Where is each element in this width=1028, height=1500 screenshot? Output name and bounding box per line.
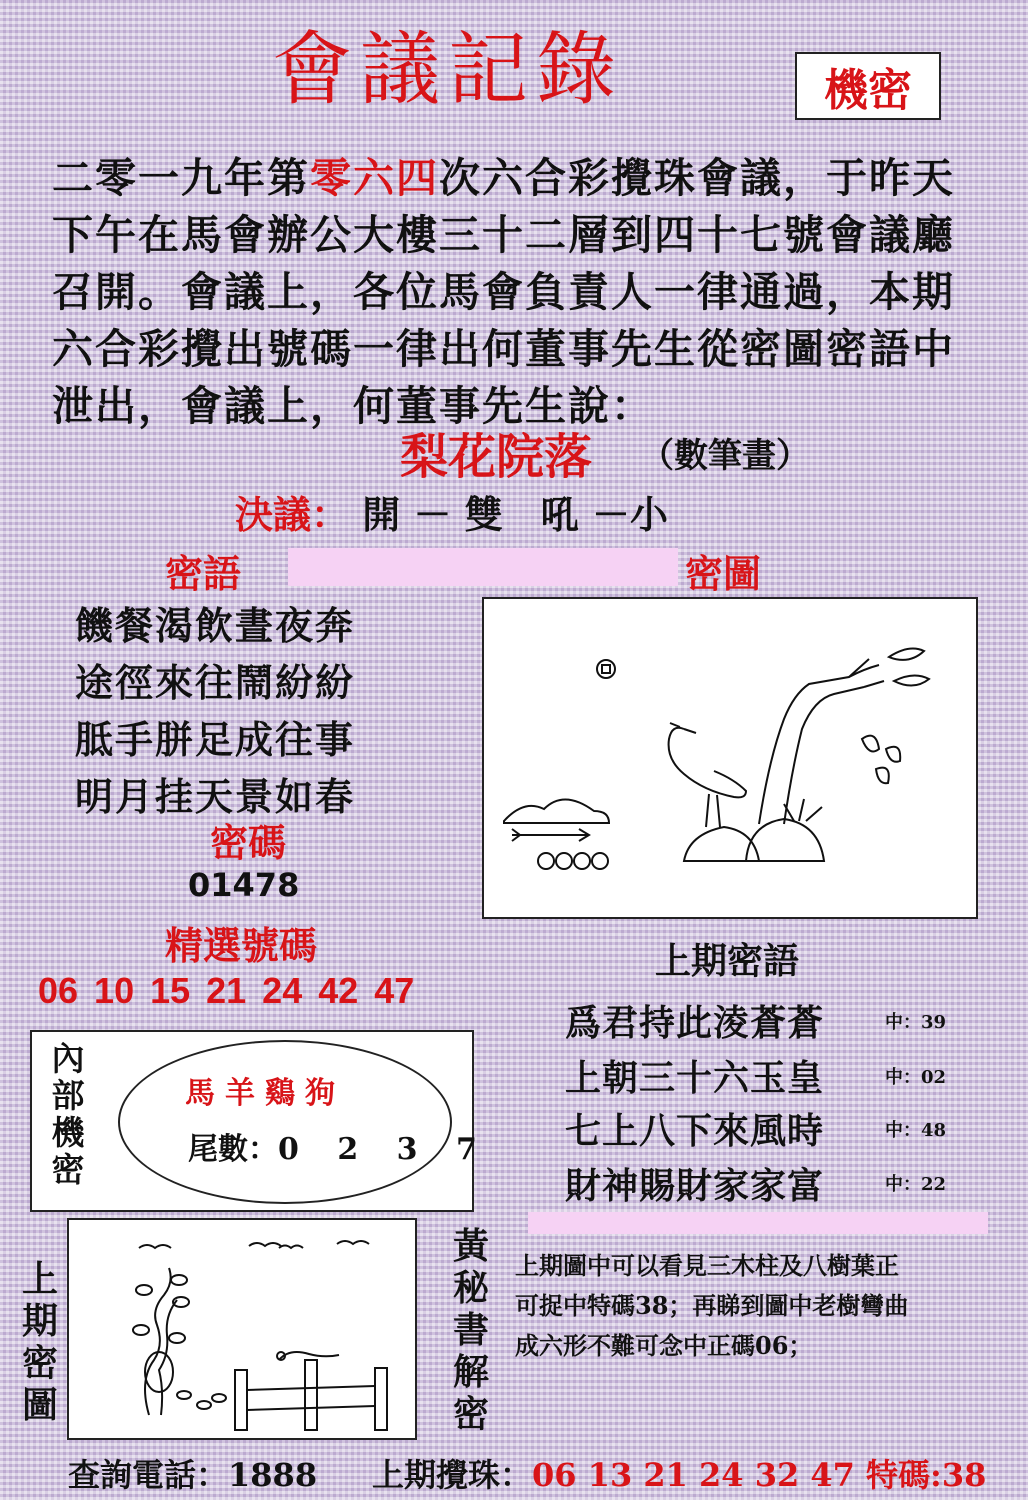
internal-label-char: 部 bbox=[51, 1076, 85, 1115]
explanation-line-3: 成六形不難可念中正碼06； bbox=[515, 1331, 813, 1360]
cloud-shape bbox=[504, 799, 609, 823]
previous-words-heading: 上期密語 bbox=[655, 940, 800, 982]
coin-icon bbox=[597, 660, 615, 678]
tail-digits-value: 0 2 3 7 bbox=[278, 1132, 491, 1167]
riddle-text: 梨花院落 bbox=[400, 429, 593, 485]
phone-label: 查詢電話： bbox=[68, 1456, 229, 1494]
previous-picture-label-char: 圖 bbox=[21, 1384, 58, 1426]
explanation-line-1: 上期圖中可以看見三木柱及八樹葉正 bbox=[515, 1251, 899, 1280]
selected-numbers-heading: 精選號碼 bbox=[165, 923, 318, 968]
previous-picture-label-char: 密 bbox=[21, 1342, 58, 1384]
secret-picture-illustration bbox=[484, 599, 976, 917]
previous-draw-numbers: 06 13 21 24 32 47 特碼:38 bbox=[532, 1456, 987, 1494]
confidential-badge bbox=[795, 52, 941, 120]
tail-digits bbox=[188, 1124, 491, 1168]
internal-label-char: 機 bbox=[51, 1113, 85, 1152]
heron-bird bbox=[669, 728, 746, 798]
tail-digits-label: 尾數： bbox=[188, 1132, 278, 1167]
intro-line-5: 泄出，會議上，何董事先生說： bbox=[52, 382, 654, 430]
previous-words-line-3: 七上八下來風時 bbox=[565, 1110, 825, 1152]
secret-code-value: 01478 bbox=[188, 866, 300, 904]
footer-phone bbox=[68, 1450, 317, 1496]
secret-picture-heading: 密圖 bbox=[685, 551, 762, 596]
previous-words-line-2: 上朝三十六玉皇 bbox=[565, 1057, 825, 1099]
previous-words-line-4: 財神賜財家家富 bbox=[565, 1165, 825, 1207]
highlight-bar-bottom bbox=[528, 1212, 988, 1234]
previous-picture-illustration bbox=[69, 1220, 415, 1438]
zodiac-picks: 馬羊鷄狗 bbox=[185, 1076, 345, 1111]
secretary-label bbox=[449, 1225, 493, 1435]
meeting-intro-paragraph bbox=[52, 150, 992, 435]
intro-line-4: 六合彩攪出號碼一律出何董事先生從密圖密語中 bbox=[52, 325, 955, 373]
confidential-badge-label: 機密 bbox=[824, 65, 912, 116]
poem-line-2: 途徑來往鬧紛紛 bbox=[75, 660, 356, 705]
small-bird bbox=[279, 1352, 339, 1360]
page-title: 會議記錄 bbox=[272, 23, 624, 116]
previous-draw-label: 上期攪珠： bbox=[372, 1456, 533, 1494]
intro-line-1-start: 二零一九年第 bbox=[52, 154, 310, 202]
intro-line-1 bbox=[52, 150, 992, 207]
secret-words-heading: 密語 bbox=[165, 551, 242, 596]
previous-picture-label-char: 期 bbox=[21, 1300, 58, 1342]
selected-numbers: 06 10 15 21 24 42 47 bbox=[38, 970, 415, 1011]
secretary-label-char: 解 bbox=[452, 1351, 489, 1393]
poem-line-3: 胝手胼足成往事 bbox=[75, 717, 356, 762]
internal-secret-label bbox=[48, 1040, 88, 1188]
intro-line-3: 召開。會議上，各位馬會負責人一律通過，本期 bbox=[52, 268, 955, 316]
explanation-line-2: 可捉中特碼38；再睇到圖中老樹彎曲 bbox=[515, 1291, 909, 1320]
internal-secret-ellipse bbox=[118, 1040, 452, 1204]
poem-line-4: 明月挂天景如春 bbox=[75, 774, 356, 819]
secretary-explanation bbox=[515, 1246, 985, 1366]
internal-label-char: 內 bbox=[51, 1039, 85, 1078]
internal-label-char: 密 bbox=[51, 1150, 85, 1189]
riddle-note: （數筆畫） bbox=[640, 436, 810, 476]
resolution bbox=[235, 484, 668, 539]
secret-picture-box bbox=[482, 597, 978, 919]
previous-picture-label-char: 上 bbox=[21, 1258, 58, 1300]
fence bbox=[235, 1370, 247, 1430]
previous-words-hit-2: 中：02 bbox=[885, 1067, 947, 1088]
issue-number: 零六四 bbox=[310, 154, 439, 202]
previous-words-hit-4: 中：22 bbox=[885, 1174, 947, 1195]
rock bbox=[684, 827, 759, 861]
tree-trunk bbox=[759, 665, 879, 824]
secretary-label-char: 秘 bbox=[452, 1267, 489, 1309]
footer-previous-draw bbox=[372, 1450, 986, 1496]
previous-words-hit-3: 中：48 bbox=[885, 1120, 947, 1141]
resolution-label: 決議： bbox=[235, 492, 350, 537]
previous-words-line-1: 爲君持此淩蒼蒼 bbox=[565, 1002, 825, 1044]
poem-line-1: 饑餐渴飲晝夜奔 bbox=[75, 603, 356, 648]
secretary-label-char: 密 bbox=[452, 1393, 489, 1435]
resolution-text: 開 － 雙 吼 －小 bbox=[362, 492, 668, 537]
secretary-label-char: 書 bbox=[452, 1309, 489, 1351]
secret-code-heading: 密碼 bbox=[210, 820, 287, 865]
bird bbox=[139, 1245, 171, 1248]
secretary-label-char: 黃 bbox=[452, 1225, 489, 1267]
secret-words-poem bbox=[75, 597, 355, 825]
leaf bbox=[889, 649, 924, 660]
intro-line-2: 下午在馬會辦公大樓三十二層到四十七號會議廳 bbox=[52, 211, 955, 259]
highlight-bar-top bbox=[288, 548, 678, 586]
previous-picture-label bbox=[18, 1258, 62, 1426]
previous-picture-box bbox=[67, 1218, 417, 1440]
previous-words-hit-1: 中：39 bbox=[885, 1012, 947, 1033]
phone-number: 1888 bbox=[228, 1456, 318, 1494]
intro-line-1-end: 次六合彩攪珠會議，于昨天 bbox=[439, 154, 955, 202]
